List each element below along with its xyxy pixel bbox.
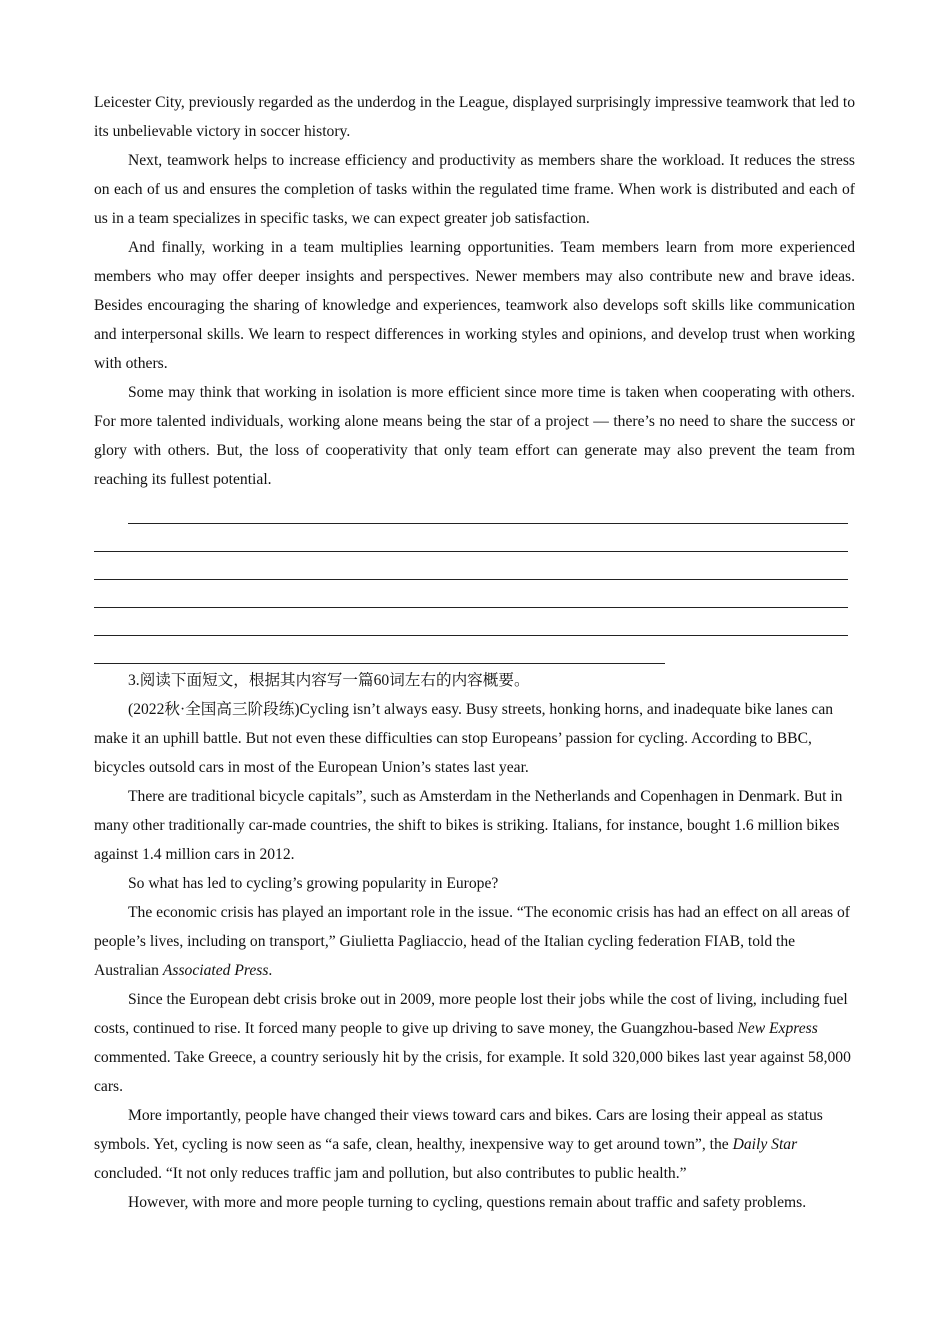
answer-line[interactable] [94, 580, 848, 608]
question-3-instruction: 3.阅读下面短文，根据其内容写一篇60词左右的内容概要。 [128, 672, 530, 689]
text-span: concluded. “It not only reduces traffic jam and pollution, but also contributes to public health.” [94, 1165, 687, 1182]
paragraph-leicester: Leicester City, previously regarded as the underdog in the League, displayed surprisingly impressive teamwork that led to its unbelievable victory in soccer history. [94, 94, 855, 140]
text-span: Since the European debt crisis broke out in 2009, more people lost their jobs while the cost of living, including fuel costs, continued to rise. It forced many people to give up driving to save money, the Guangzhou-based [94, 991, 848, 1037]
paragraph-safety: However, with more and more people turning to cycling, questions remain about traffic and safety problems. [128, 1194, 807, 1211]
text-span: The economic crisis has played an important role in the issue. “The economic crisis has had an effect on all areas of people’s lives, including on transport,” Giulietta Pagliaccio, head of the Italian cycling federation FIAB, told the Australian [94, 904, 850, 979]
paragraph-cycling-intro-text: Cycling isn’t always easy. Busy streets, honking horns, and inadequate bike lanes can make it an uphill battle. But not even these difficulties can stop Europeans’ passion for cycling. According to BBC, bicycles outsold cars in most of the European Union’s states last year. [94, 701, 834, 776]
answer-line[interactable] [94, 524, 848, 552]
answer-lines[interactable] [94, 501, 855, 664]
paragraph-question: So what has led to cycling’s growing popularity in Europe? [128, 875, 499, 892]
publication-name: Associated Press [162, 962, 269, 979]
answer-line[interactable] [94, 608, 848, 636]
paragraph-economic-crisis [94, 898, 855, 985]
answer-line[interactable] [94, 636, 665, 664]
answer-line[interactable] [128, 501, 848, 524]
text-span: More importantly, people have changed their views toward cars and bikes. Cars are losing their appeal as status symbols. Yet, cycling is now seen as “a safe, clean, healthy, inexpensive way to get around town”, the [94, 1107, 823, 1153]
text-span: . [268, 962, 273, 979]
paragraph-views-changed [94, 1101, 855, 1188]
document-page [94, 88, 855, 1217]
publication-name: New Express [737, 1020, 818, 1037]
paragraph-debt-crisis [94, 985, 855, 1101]
paragraph-learning: And finally, working in a team multiplies learning opportunities. Team members learn from more experienced members who may offer deeper insights and perspectives. Newer members may also contribute new and brave ideas. Besides encouraging the sharing of knowledge and experiences, teamwork also develops soft skills like communication and interpersonal skills. We learn to respect differences in working styles and opinions, and develop trust when working with others. [94, 239, 855, 372]
paragraph-efficiency: Next, teamwork helps to increase efficiency and productivity as members share the workload. It reduces the stress on each of us and ensures the completion of tasks within the regulated time frame. When work is distributed and each of us in a team specializes in specific tasks, we can expect greater job satisfaction. [94, 152, 855, 227]
text-span: commented. Take Greece, a country seriously hit by the crisis, for example. It sold 320,000 bikes last year against 58,000 cars. [94, 1049, 851, 1095]
answer-line[interactable] [94, 552, 848, 580]
paragraph-isolation: Some may think that working in isolation is more efficient since more time is taken when cooperating with others. For more talented individuals, working alone means being the star of a project — there’s no need to share the success or glory with others. But, the loss of cooperativity that only team effort can generate may also prevent the team from reaching its fullest potential. [94, 384, 855, 488]
source-label: (2022秋·全国高三阶段练) [128, 701, 300, 718]
publication-name: Daily Star [732, 1136, 798, 1153]
paragraph-bicycle-capitals: There are traditional bicycle capitals”, such as Amsterdam in the Netherlands and Copenhagen in Denmark. But in many other traditionally car-made countries, the shift to bikes is striking. Italians, for instance, bought 1.6 million bikes against 1.4 million cars in 2012. [94, 788, 843, 863]
paragraph-cycling-intro [94, 695, 855, 782]
